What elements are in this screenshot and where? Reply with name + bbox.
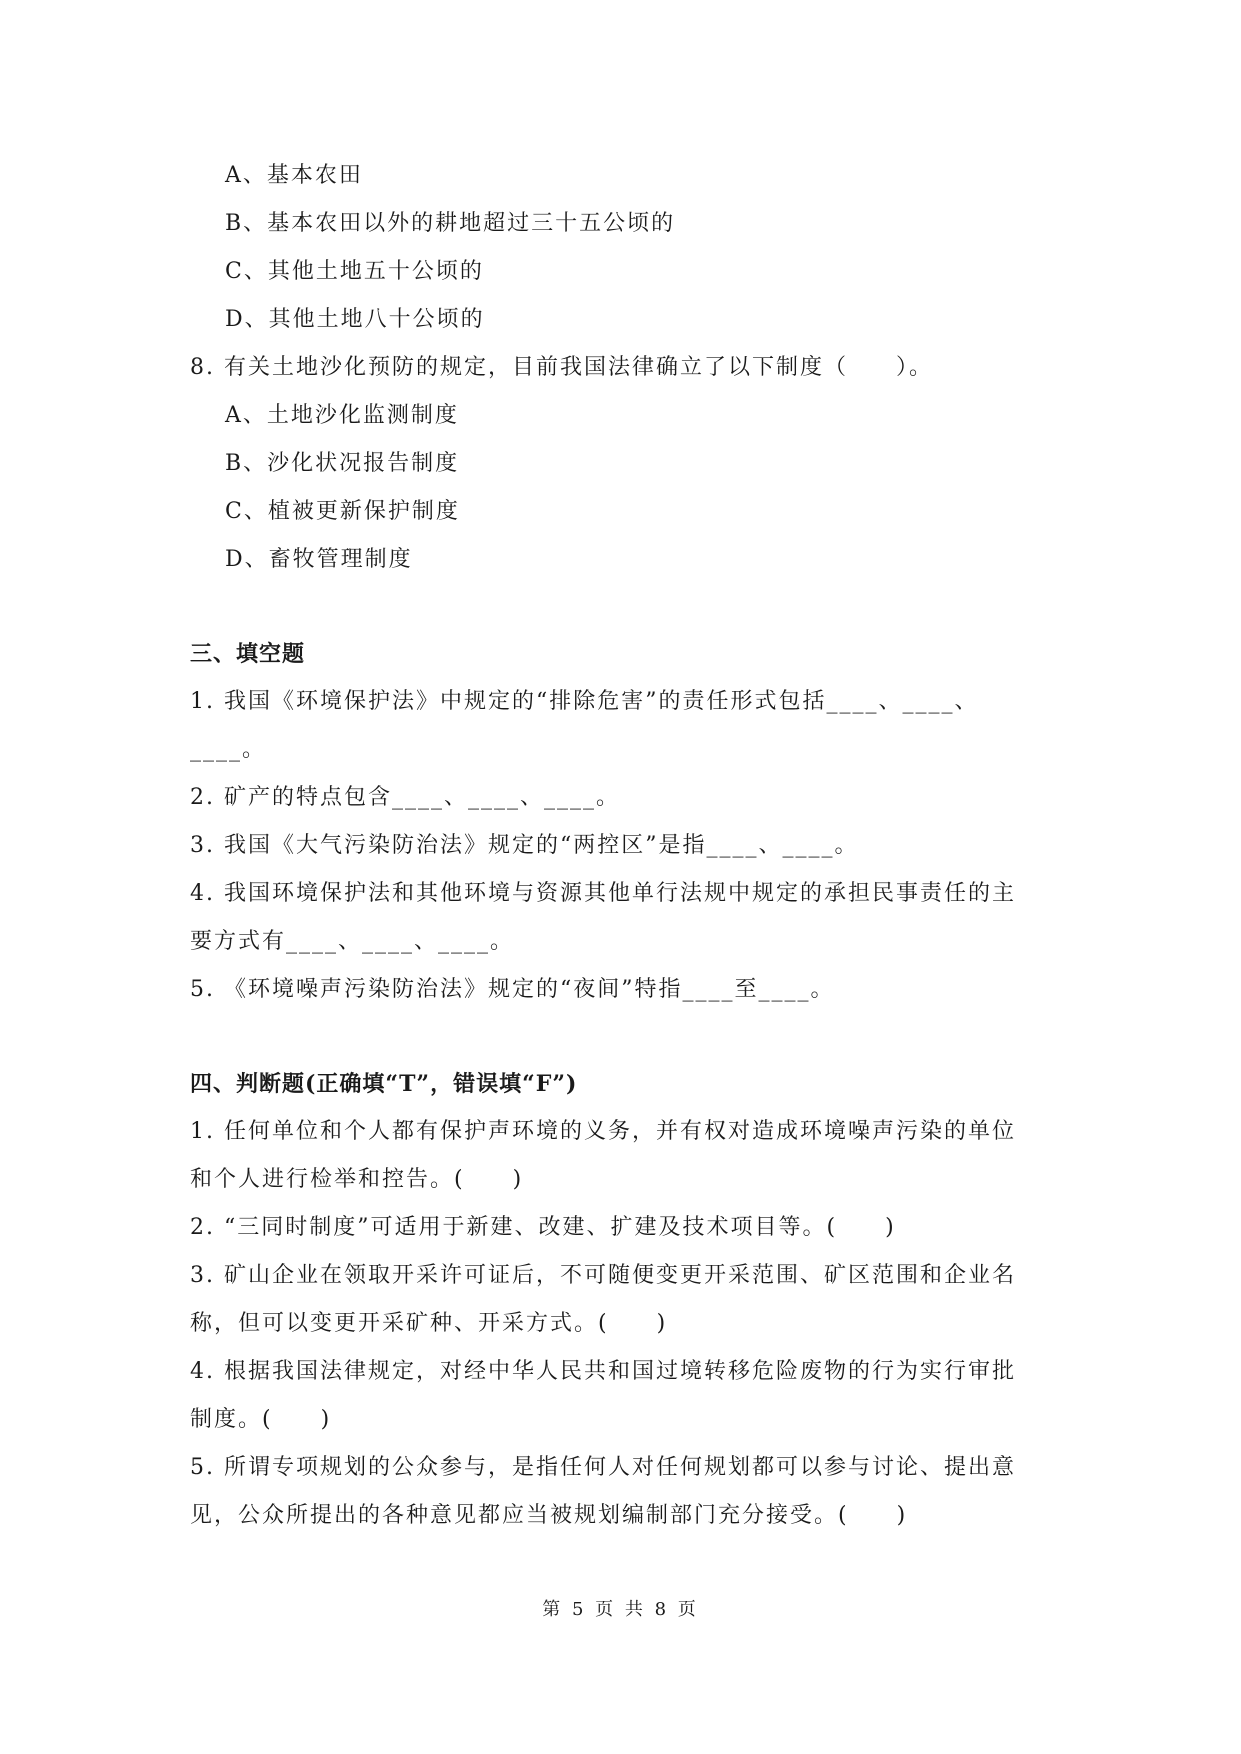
option-a: A、基本农田 — [225, 163, 363, 188]
question-8-stem: 8. 有关土地沙化预防的规定，目前我国法律确立了以下制度（ ）。 — [190, 355, 933, 380]
question-8-option-a: A、土地沙化监测制度 — [225, 403, 459, 428]
true-false-line-3: 2. “三同时制度”可适用于新建、改建、扩建及技术项目等。( ) — [190, 1215, 896, 1240]
fill-blank-line-2: ____。 — [190, 737, 267, 762]
true-false-line-7: 制度。( ) — [190, 1407, 332, 1432]
true-false-line-9: 见，公众所提出的各种意见都应当被规划编制部门充分接受。( ) — [190, 1503, 908, 1528]
true-false-line-8: 5. 所谓专项规划的公众参与，是指任何人对任何规划都可以参与讨论、提出意 — [190, 1455, 1016, 1480]
question-8-option-d: D、畜牧管理制度 — [225, 547, 413, 572]
section-4-title: 四、判断题(正确填“T”，错误填“F”) — [190, 1071, 578, 1097]
question-8-option-c: C、植被更新保护制度 — [225, 499, 460, 524]
fill-blank-line-7: 5. 《环境噪声污染防治法》规定的“夜间”特指____至____。 — [190, 977, 835, 1002]
true-false-line-4: 3. 矿山企业在领取开采许可证后，不可随便变更开采范围、矿区范围和企业名 — [190, 1263, 1016, 1288]
fill-blank-line-1: 1. 我国《环境保护法》中规定的“排除危害”的责任形式包括____、____、 — [190, 689, 979, 714]
question-8-option-b: B、沙化状况报告制度 — [225, 451, 460, 476]
fill-blank-line-3: 2. 矿产的特点包含____、____、____。 — [190, 785, 620, 810]
page-number-footer: 第 5 页 共 8 页 — [542, 1599, 699, 1620]
fill-blank-line-5: 4. 我国环境保护法和其他环境与资源其他单行法规中规定的承担民事责任的主 — [190, 881, 1016, 906]
true-false-line-6: 4. 根据我国法律规定，对经中华人民共和国过境转移危险废物的行为实行审批 — [190, 1359, 1016, 1384]
option-b: B、基本农田以外的耕地超过三十五公顷的 — [225, 211, 676, 236]
true-false-line-5: 称，但可以变更开采矿种、开采方式。( ) — [190, 1311, 668, 1336]
section-3-title: 三、填空题 — [190, 641, 306, 667]
true-false-line-2: 和个人进行检举和控告。( ) — [190, 1167, 524, 1192]
fill-blank-line-4: 3. 我国《大气污染防治法》规定的“两控区”是指____、____。 — [190, 833, 859, 858]
option-c: C、其他土地五十公顷的 — [225, 259, 484, 284]
option-d: D、其他土地八十公顷的 — [225, 307, 485, 332]
true-false-line-1: 1. 任何单位和个人都有保护声环境的义务，并有权对造成环境噪声污染的单位 — [190, 1119, 1016, 1144]
fill-blank-line-6: 要方式有____、____、____。 — [190, 929, 515, 954]
